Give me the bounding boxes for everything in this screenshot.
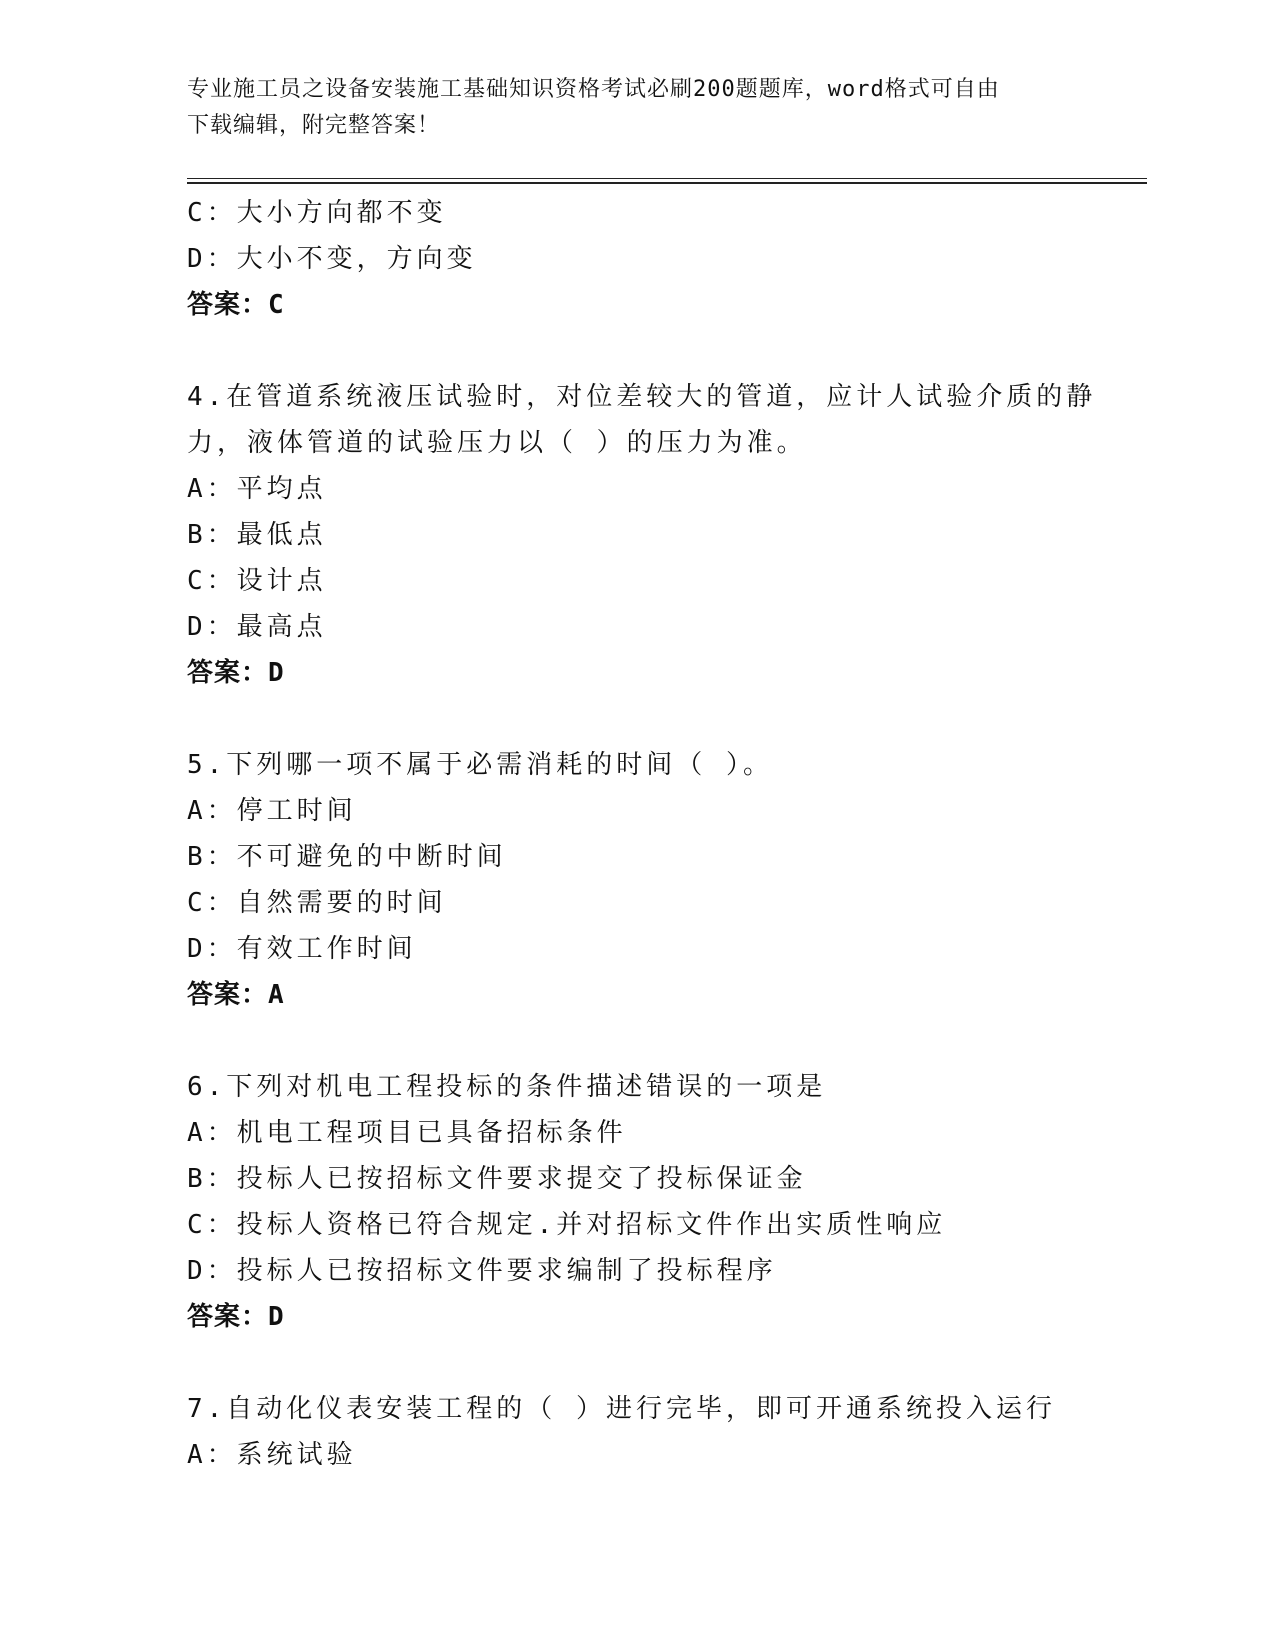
answer-line: 答案：C bbox=[187, 290, 285, 320]
question-4 bbox=[187, 374, 1097, 696]
option-b: B：投标人已按招标文件要求提交了投标保证金 bbox=[187, 1164, 807, 1194]
question-list bbox=[187, 190, 1097, 1478]
question-7 bbox=[187, 1386, 1087, 1478]
option-d: D：有效工作时间 bbox=[187, 934, 417, 964]
answer-line: 答案：A bbox=[187, 980, 285, 1010]
question-stem-line: 5.下列哪一项不属于必需消耗的时间（ ）。 bbox=[187, 750, 773, 780]
option-b: B：最低点 bbox=[187, 520, 327, 550]
question-stem-line: 6.下列对机电工程投标的条件描述错误的一项是 bbox=[187, 1072, 827, 1102]
question-6 bbox=[187, 1064, 1087, 1340]
answer-line: 答案：D bbox=[187, 1302, 285, 1332]
option-c: C：自然需要的时间 bbox=[187, 888, 447, 918]
option-c: C：投标人资格已符合规定.并对招标文件作出实质性响应 bbox=[187, 1210, 947, 1240]
header-divider-thick bbox=[187, 182, 1147, 184]
question-carryover bbox=[187, 190, 1087, 328]
option-d: D：最高点 bbox=[187, 612, 327, 642]
option-d: D：大小不变，方向变 bbox=[187, 244, 477, 274]
option-c: C：大小方向都不变 bbox=[187, 198, 447, 228]
header-title-line-2: 下载编辑，附完整答案！ bbox=[187, 113, 441, 138]
option-b: B：不可避免的中断时间 bbox=[187, 842, 507, 872]
option-a: A：系统试验 bbox=[187, 1440, 357, 1470]
question-stem-line: 力，液体管道的试验压力以（ ）的压力为准。 bbox=[187, 428, 807, 458]
question-5 bbox=[187, 742, 1087, 1018]
answer-line: 答案：D bbox=[187, 658, 285, 688]
question-stem-line: 7.自动化仪表安装工程的（ ）进行完毕，即可开通系统投入运行 bbox=[187, 1394, 1056, 1424]
option-d: D：投标人已按招标文件要求编制了投标程序 bbox=[187, 1256, 777, 1286]
option-c: C：设计点 bbox=[187, 566, 327, 596]
option-a: A：平均点 bbox=[187, 474, 327, 504]
document-header bbox=[187, 72, 1087, 144]
question-stem-line: 4.在管道系统液压试验时，对位差较大的管道，应计人试验介质的静 bbox=[187, 382, 1097, 412]
header-divider-thin bbox=[187, 178, 1147, 179]
option-a: A：机电工程项目已具备招标条件 bbox=[187, 1118, 627, 1148]
option-a: A：停工时间 bbox=[187, 796, 357, 826]
header-title-line-1: 专业施工员之设备安装施工基础知识资格考试必刷200题题库，word格式可自由 bbox=[187, 77, 1000, 102]
